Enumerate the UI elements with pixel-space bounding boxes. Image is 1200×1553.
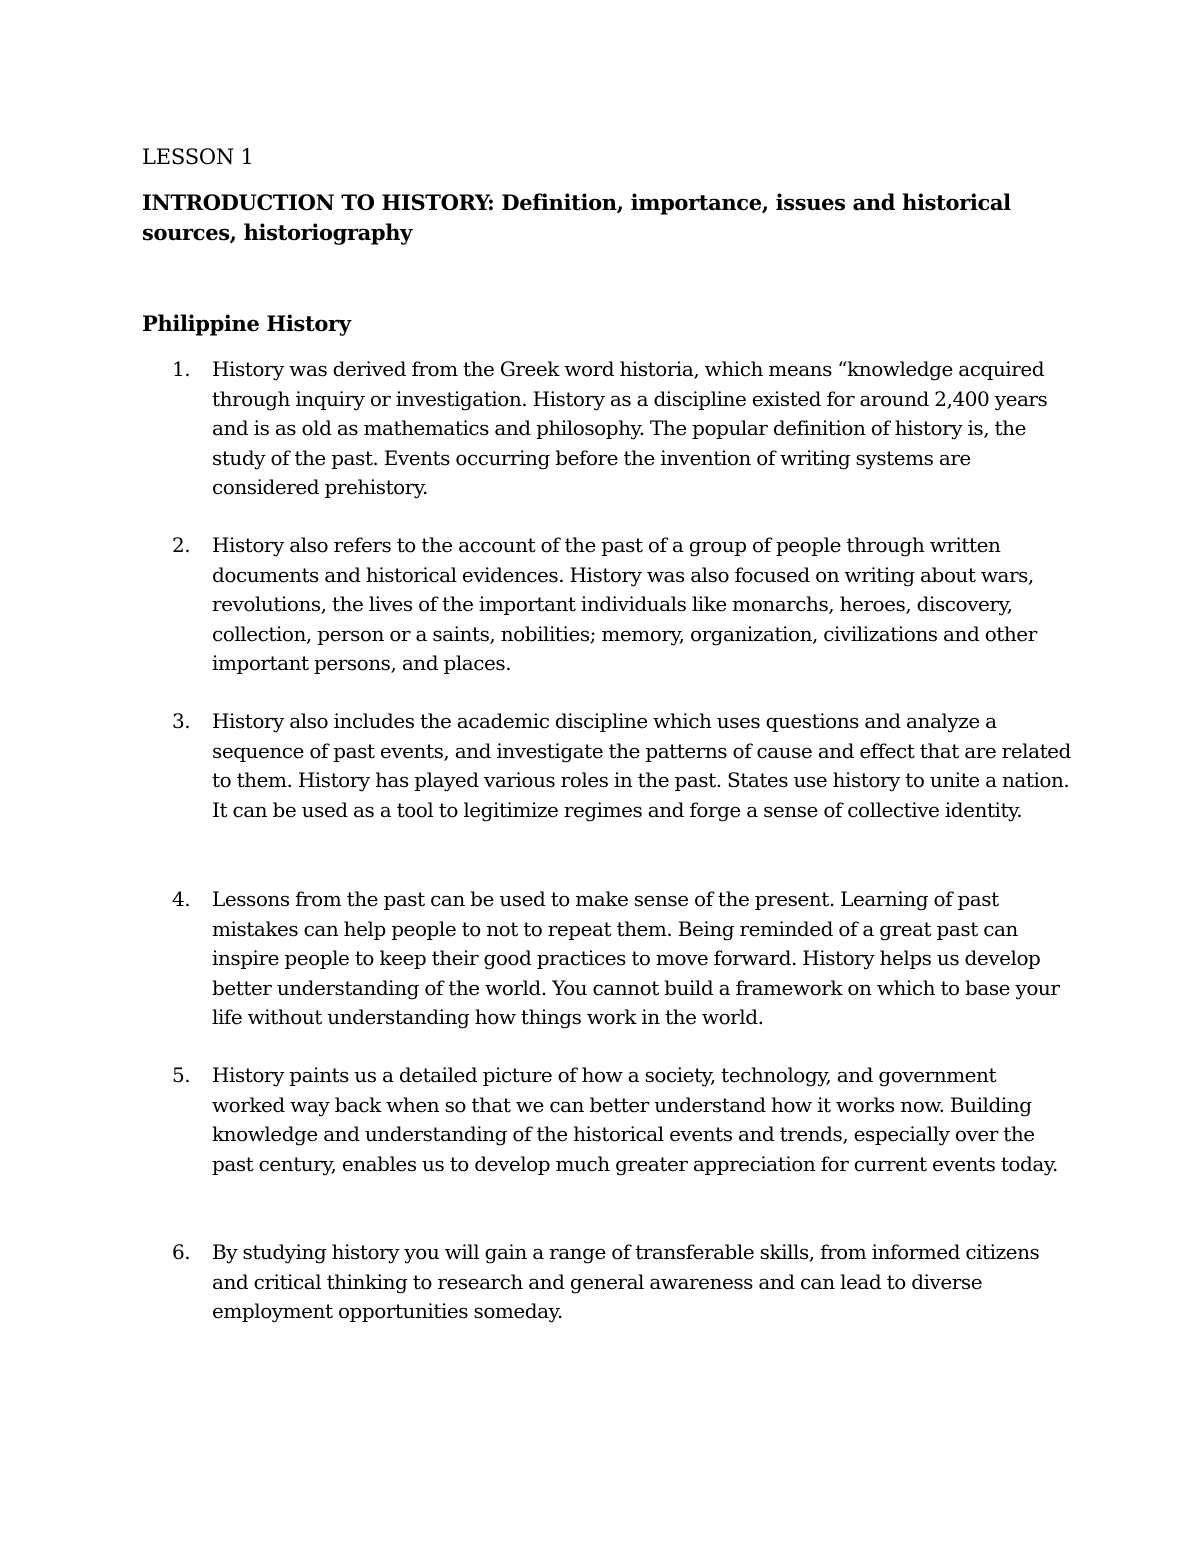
lesson-title: INTRODUCTION TO HISTORY: Definition, importance, issues and historical sources, historiography [142,190,1011,245]
list-item-number: 1. [172,357,191,381]
list-item-number: 5. [172,1063,191,1087]
list-item-number: 4. [172,887,191,911]
list-item [172,1238,1072,1327]
list-item-number: 2. [172,533,191,557]
list-item-number: 6. [172,1240,191,1264]
list-item-text: By studying history you will gain a range of transferable skills, from informed citizens and critical thinking to research and general awareness and can lead to diverse employment opportunities someday. [212,1240,1040,1323]
list-item [172,707,1072,825]
list-item [172,885,1072,1033]
section-heading: Philippine History [142,311,351,336]
list-item [172,531,1072,679]
list-item-text: History also refers to the account of the past of a group of people through written documents and historical evidences. History was also focused on writing about wars, revolutions, the lives of the important individuals like monarchs, heroes, discovery, collection, person or a saints, nobilities; memory, organization, civilizations and other important persons, and places. [212,533,1037,675]
list-item [172,355,1072,503]
list-item-text: Lessons from the past can be used to make sense of the present. Learning of past mistakes can help people to not to repeat them. Being reminded of a great past can inspire people to keep their good practices to move forward. History helps us develop better understanding of the world. You cannot build a framework on which to base your life without understanding how things work in the world. [212,887,1060,1029]
list-item-number: 3. [172,709,191,733]
list-item [172,1061,1072,1179]
list-item-text: History was derived from the Greek word historia, which means “knowledge acquired through inquiry or investigation. History as a discipline existed for around 2,400 years and is as old as mathematics and philosophy. The popular definition of history is, the study of the past. Events occurring before the invention of writing systems are considered prehistory. [212,357,1048,499]
list-item-text: History paints us a detailed picture of how a society, technology, and government worked way back when so that we can better understand how it works now. Building knowledge and understanding of the historical events and trends, especially over the past century, enables us to develop much greater appreciation for current events today. [212,1063,1058,1176]
list-item-text: History also includes the academic discipline which uses questions and analyze a sequence of past events, and investigate the patterns of cause and effect that are related to them. History has played various roles in the past. States use history to unite a nation. It can be used as a tool to legitimize regimes and forge a sense of collective identity. [212,709,1071,822]
lesson-label: LESSON 1 [142,145,254,169]
